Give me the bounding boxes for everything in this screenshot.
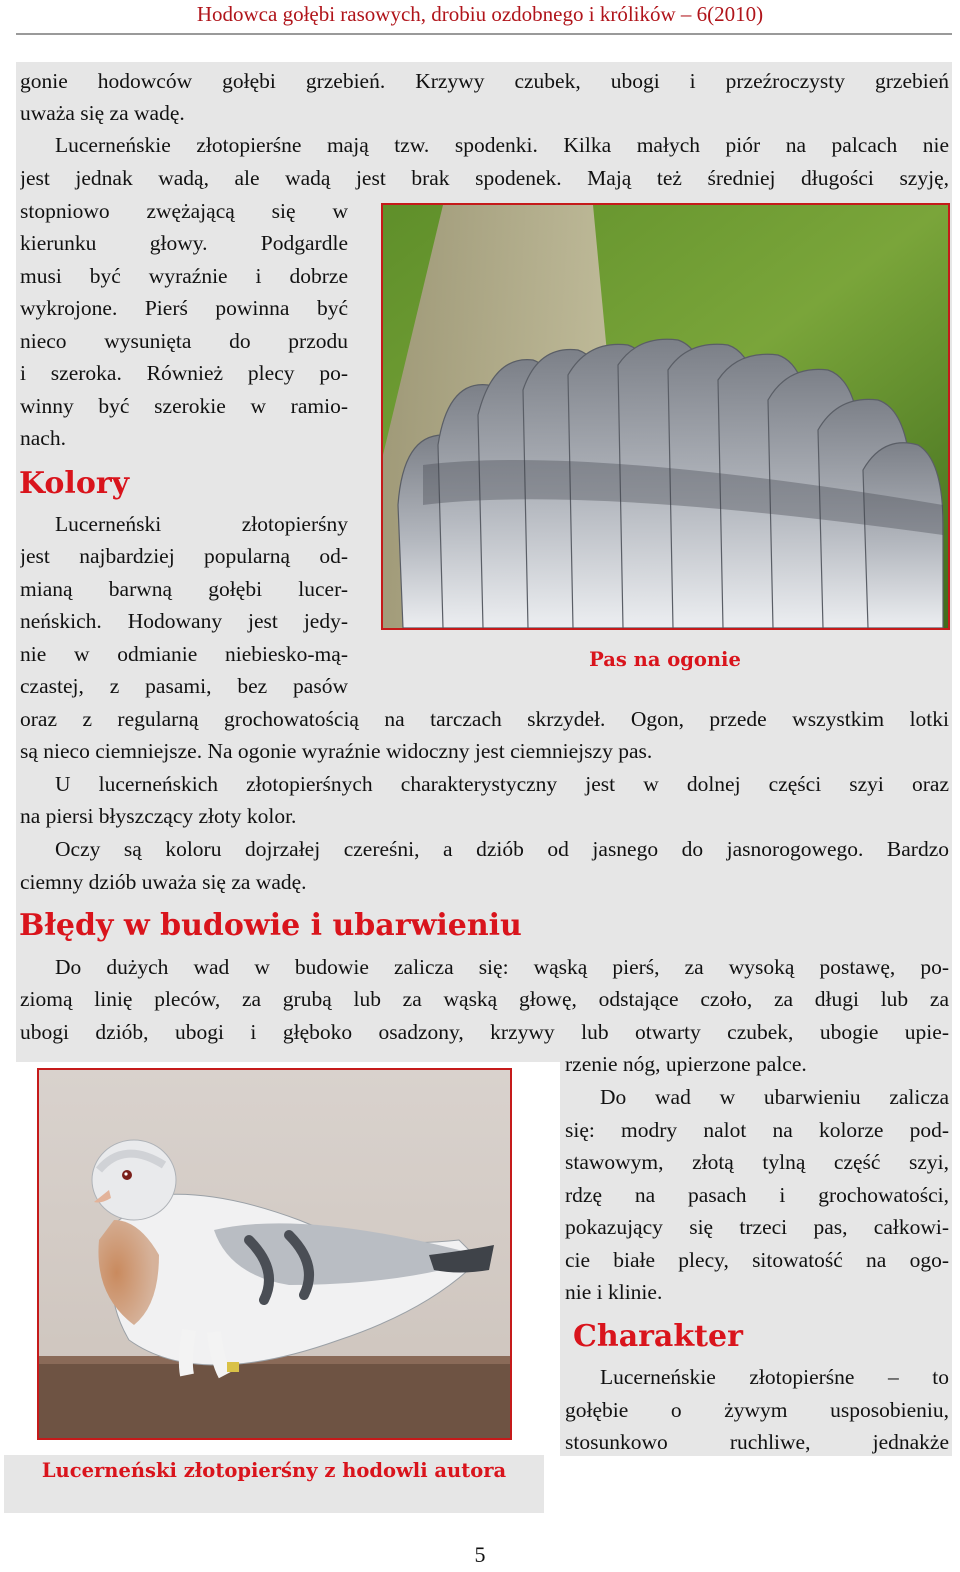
text-line: ciemny dziób uważa się za wadę. [20,870,307,894]
text-line: mianą barwną gołębi lucer- [20,577,348,601]
tail-feathers-photo [381,203,950,630]
figure-caption-tail: Pas na ogonie [589,648,741,671]
text-line: czastej, z pasami, bez pasów [20,674,348,698]
text-line: stawowym, złotą tylną część szyi, [565,1150,949,1174]
text-line: i szeroka. Również plecy po- [20,361,348,385]
section-heading-charakter: Charakter [573,1319,743,1354]
text-line: uważa się za wadę. [20,101,185,125]
text-line: gonie hodowców gołębi grzebień. Krzywy czubek, ubogi i przeźroczysty grzebień [20,69,949,93]
text-line: nieco wysunięta do przodu [20,329,348,353]
text-line: U lucerneńskich złotopierśnych charakterystyczny jest w dolnej części szyi oraz [55,772,949,796]
text-line: winny być szerokie w ramio- [20,394,348,418]
figure-caption-pigeon: Lucerneński złotopierśny z hodowli autora [41,1459,507,1482]
text-line: się: modry nalot na kolorze pod- [565,1118,949,1142]
text-line: Oczy są koloru dojrzałej czereśni, a dziób od jasnego do jasnorogowego. Bardzo [55,837,949,861]
text-line: jest najbardziej popularną od- [20,544,348,568]
text-line: ubogi dziób, ubogi i głęboko osadzony, krzywy lub otwarty czubek, ubogie upie- [20,1020,949,1044]
text-line: Do wad w ubarwieniu zalicza [600,1085,949,1109]
text-line: Lucerneńskie złotopierśne mają tzw. spodenki. Kilka małych piór na palcach nie [55,133,949,157]
text-line: pokazujący się trzeci pas, całkowi- [565,1215,949,1239]
section-heading-bledy: Błędy w budowie i ubarwieniu [19,908,522,943]
text-line: rdzę na pasach i grochowatości, [565,1183,949,1207]
text-line: wykrojone. Pierś powinna być [20,296,348,320]
text-line: ziomą linię pleców, za grubą lub za wąską głowę, odstające czoło, za długi lub za [20,987,949,1011]
header-rule [16,33,952,35]
text-line: cie białe plecy, sitowatość na ogo- [565,1248,949,1272]
text-line: jest jednak wadą, ale wadą jest brak spodenek. Mają też średniej długości szyję, [20,166,949,190]
text-line: Lucerneński złotopierśny [55,512,348,536]
text-line: gołębie o żywym usposobieniu, [565,1398,949,1422]
text-line: Lucerneńskie złotopierśne – to [600,1365,949,1389]
text-line: oraz z regularną grochowatością na tarczach skrzydeł. Ogon, przede wszystkim lotki [20,707,949,731]
text-line: Do dużych wad w budowie zalicza się: wąską pierś, za wysoką postawę, po- [55,955,949,979]
text-line: kierunku głowy. Podgardle [20,231,348,255]
text-line: nie i klinie. [565,1280,663,1304]
text-line: nie w odmianie niebiesko-mą- [20,642,348,666]
text-line: rzenie nóg, upierzone palce. [565,1052,807,1076]
pigeon-photo [37,1068,512,1440]
page-number: 5 [474,1542,486,1567]
text-line: stosunkowo ruchliwe, jednakże [565,1430,949,1454]
text-line: stopniowo zwężającą się w [20,199,348,223]
text-line: musi być wyraźnie i dobrze [20,264,348,288]
section-heading-kolory: Kolory [19,466,130,501]
text-line: są nieco ciemniejsze. Na ogonie wyraźnie widoczny jest ciemniejszy pas. [20,739,653,763]
running-header: Hodowca gołębi rasowych, drobiu ozdobnego i królików – 6(2010) [196,2,764,26]
text-line: na piersi błyszczący złoty kolor. [20,804,297,828]
text-line: neńskich. Hodowany jest jedy- [20,609,348,633]
text-line: nach. [20,426,66,450]
